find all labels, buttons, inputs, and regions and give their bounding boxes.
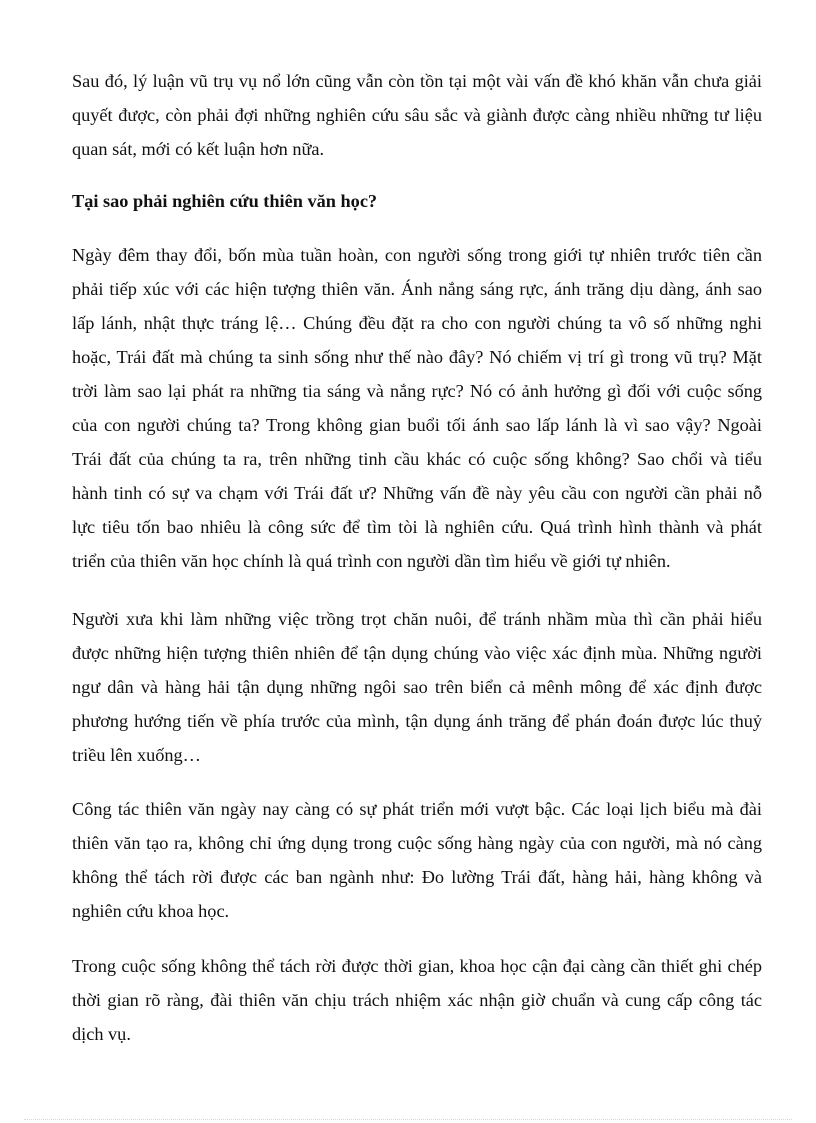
paragraph-line: trời làm sao lại phát ra những tia sáng và nắng rực? Nó có ảnh hưởng gì đối với cuộc sống bbox=[72, 381, 762, 401]
paragraph-line: Người xưa khi làm những việc trồng trọt chăn nuôi, để tránh nhầm mùa thì cần phải hiểu bbox=[72, 609, 762, 629]
paragraph-5 bbox=[72, 949, 762, 1051]
section-heading: Tại sao phải nghiên cứu thiên văn học? bbox=[72, 191, 378, 211]
paragraph-line: của con người chúng ta? Trong không gian buổi tối ánh sao lấp lánh là vì sao vậy? Ngoài bbox=[72, 415, 762, 435]
paragraph-line: hoặc, Trái đất mà chúng ta sinh sống như thế nào đây? Nó chiếm vị trí gì trong vũ trụ? Mặt bbox=[72, 347, 762, 367]
page-bottom-divider bbox=[24, 1119, 792, 1120]
paragraph-line: phải tiếp xúc với các hiện tượng thiên văn. Ánh nắng sáng rực, ánh trăng dịu dàng, ánh sao bbox=[72, 279, 762, 299]
paragraph-line: thời gian rõ ràng, đài thiên văn chịu trách nhiệm xác nhận giờ chuẩn và cung cấp công tác bbox=[72, 990, 762, 1010]
paragraph-line: triều lên xuống… bbox=[72, 745, 201, 765]
paragraph-line: thiên văn tạo ra, không chỉ ứng dụng trong cuộc sống hàng ngày của con người, mà nó càng bbox=[72, 833, 762, 853]
paragraph-line: phương hướng tiến về phía trước của mình, tận dụng ánh trăng để phán đoán được lúc thuỷ bbox=[72, 711, 762, 731]
paragraph-line: Trái đất của chúng ta ra, trên những tinh cầu khác có cuộc sống không? Sao chổi và tiểu bbox=[72, 449, 762, 469]
paragraph-line: quan sát, mới có kết luận hơn nữa. bbox=[72, 139, 325, 159]
paragraph-3 bbox=[72, 602, 762, 772]
paragraph-line: lấp lánh, nhật thực tráng lệ… Chúng đều đặt ra cho con người chúng ta vô số những nghi bbox=[72, 313, 762, 333]
paragraph-2 bbox=[72, 238, 762, 578]
paragraph-line: dịch vụ. bbox=[72, 1024, 131, 1044]
paragraph-line: nghiên cứu khoa học. bbox=[72, 901, 230, 921]
paragraph-line: Ngày đêm thay đổi, bốn mùa tuần hoàn, con người sống trong giới tự nhiên trước tiên cần bbox=[72, 245, 762, 265]
paragraph-line: không thể tách rời được các ban ngành như: Đo lường Trái đất, hàng hải, hàng không và bbox=[72, 867, 762, 887]
paragraph-4 bbox=[72, 792, 762, 928]
paragraph-line: triển của thiên văn học chính là quá trình con người dần tìm hiểu về giới tự nhiên. bbox=[72, 551, 671, 571]
paragraph-line: Công tác thiên văn ngày nay càng có sự phát triển mới vượt bậc. Các loại lịch biểu mà đài bbox=[72, 799, 762, 819]
paragraph-line: lực tiêu tốn bao nhiêu là công sức để tìm tòi là nghiên cứu. Quá trình hình thành và phát bbox=[72, 517, 762, 537]
paragraph-line: Sau đó, lý luận vũ trụ vụ nổ lớn cũng vẫn còn tồn tại một vài vấn đề khó khăn vẫn chưa giải bbox=[72, 71, 762, 91]
paragraph-line: ngư dân và hàng hải tận dụng những ngôi sao trên biển cả mênh mông để xác định được bbox=[72, 677, 762, 697]
paragraph-line: quyết được, còn phải đợi những nghiên cứu sâu sắc và giành được càng nhiều những tư liệu bbox=[72, 105, 762, 125]
paragraph-line: Trong cuộc sống không thể tách rời được thời gian, khoa học cận đại càng cần thiết ghi chép bbox=[72, 956, 762, 976]
paragraph-1 bbox=[72, 64, 762, 166]
paragraph-line: hành tinh có sự va chạm với Trái đất ư? Những vấn đề này yêu cầu con người cần phải nỗ bbox=[72, 483, 762, 503]
paragraph-line: được những hiện tượng thiên nhiên để tận dụng chúng vào việc xác định mùa. Những người bbox=[72, 643, 762, 663]
